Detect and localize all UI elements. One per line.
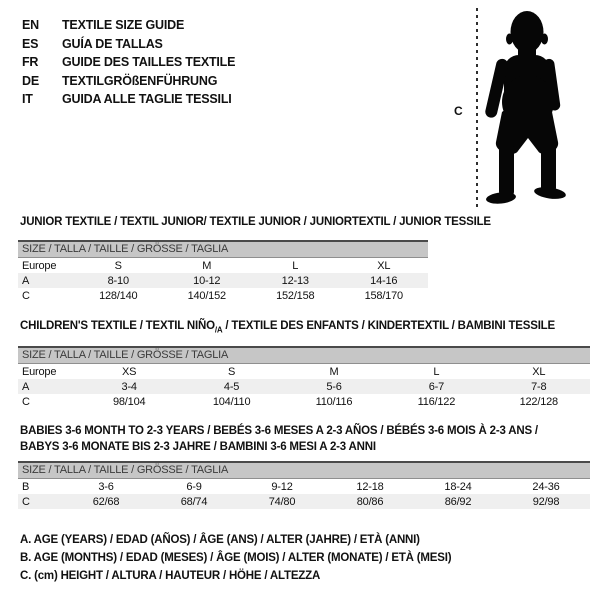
figure-height-label: C — [454, 104, 463, 118]
section-title-babies-line1: BABIES 3-6 MONTH TO 2-3 YEARS / BEBÉS 3-6 MESES A 2-3 AÑOS / BÉBÉS 3-6 MOIS À 2-3 ANS / — [20, 425, 538, 437]
language-title: TEXTILGRÖßENFÜHRUNG — [62, 73, 218, 88]
footnote-list — [20, 531, 451, 585]
size-cell: 158/170 — [364, 289, 403, 302]
row-label: C — [22, 289, 30, 302]
size-cell: 62/68 — [62, 494, 150, 509]
size-cell: 80/86 — [326, 494, 414, 509]
row-label: A — [18, 273, 74, 288]
language-title: GUIDA ALLE TAGLIE TESSILI — [62, 92, 232, 106]
size-cell: 122/128 — [519, 395, 558, 408]
size-cell: L — [292, 259, 299, 272]
size-cell: 104/110 — [212, 395, 251, 408]
table-row — [18, 379, 590, 394]
size-cell: M — [202, 259, 212, 272]
size-cell: 128/140 — [99, 289, 138, 302]
row-label: B — [22, 480, 30, 493]
size-cell: 92/98 — [502, 494, 590, 509]
table-row — [18, 479, 590, 494]
title-subscript: /A — [214, 325, 223, 335]
language-row-it — [22, 90, 235, 109]
size-header-band: SIZE / TALLA / TAILLE / GRÖSSE / TAGLIA — [18, 346, 590, 364]
figure-area — [440, 0, 600, 220]
section-title-babies-line2: BABYS 3-6 MONATE BIS 2-3 JAHRE / BAMBINI 3-6 MESI A 2-3 ANNI — [20, 441, 376, 453]
size-cell: 3-4 — [78, 379, 180, 394]
size-header-band: SIZE / TALLA / TAILLE / GRÖSSE / TAGLIA — [18, 461, 590, 479]
size-cell: 116/122 — [417, 395, 456, 408]
size-cell: S — [114, 259, 122, 272]
size-cell: XL — [377, 259, 391, 272]
language-code: FR — [22, 55, 39, 69]
size-cell: 24-36 — [532, 480, 560, 493]
size-table-children — [18, 364, 590, 409]
size-cell: 12-13 — [251, 273, 340, 288]
row-label: A — [18, 379, 78, 394]
language-row-fr — [22, 53, 235, 72]
size-cell: 68/74 — [150, 494, 238, 509]
size-cell: 110/116 — [315, 395, 353, 408]
language-title: GUIDE DES TAILLES TEXTILE — [62, 55, 236, 69]
language-code: ES — [22, 36, 39, 51]
language-row-en — [22, 16, 235, 35]
language-code: IT — [22, 92, 33, 106]
row-label: C — [22, 395, 30, 408]
language-title: TEXTILE SIZE GUIDE — [62, 18, 185, 32]
height-measure-line — [476, 8, 478, 210]
size-table-babies — [18, 479, 590, 509]
baby-silhouette-icon — [480, 8, 572, 208]
language-row-de — [22, 72, 235, 91]
size-cell: M — [329, 365, 339, 378]
size-cell: 18-24 — [444, 480, 472, 493]
title-part: / TEXTILE DES ENFANTS / KINDERTEXTIL / BAMBINI TESSILE — [222, 320, 555, 332]
size-cell: 5-6 — [283, 379, 385, 394]
size-cell: 152/158 — [276, 289, 315, 302]
table-row — [18, 494, 590, 509]
table-row — [18, 364, 590, 379]
language-title-list — [22, 16, 235, 109]
size-cell: 7-8 — [488, 379, 590, 394]
size-cell: 12-18 — [356, 480, 384, 493]
section-babies — [18, 423, 590, 509]
table-row — [18, 258, 428, 273]
size-cell: 140/152 — [187, 289, 226, 302]
size-cell: 6-9 — [186, 480, 202, 493]
size-cell: 14-16 — [340, 273, 429, 288]
size-cell: L — [433, 365, 440, 378]
language-code: EN — [22, 18, 39, 32]
section-children — [18, 320, 590, 409]
table-row — [18, 288, 428, 303]
language-title: GUÍA DE TALLAS — [62, 36, 163, 51]
size-cell: 4-5 — [180, 379, 282, 394]
row-label: Europe — [22, 259, 57, 272]
row-label: C — [18, 494, 62, 509]
size-cell: 74/80 — [238, 494, 326, 509]
size-cell: 3-6 — [98, 480, 114, 493]
size-header-band: SIZE / TALLA / TAILLE / GRÖSSE / TAGLIA — [18, 240, 428, 258]
language-row-es — [22, 35, 235, 54]
table-row — [18, 273, 428, 288]
section-junior — [18, 216, 491, 303]
footnote-c: C. (cm) HEIGHT / ALTURA / HAUTEUR / HÖHE / ALTEZZA — [20, 570, 321, 582]
section-title-junior: JUNIOR TEXTILE / TEXTIL JUNIOR/ TEXTILE JUNIOR / JUNIORTEXTIL / JUNIOR TESSILE — [20, 216, 491, 228]
size-cell: 9-12 — [271, 480, 293, 493]
title-part: CHILDREN'S TEXTILE / TEXTIL NIÑO — [20, 320, 215, 332]
language-code: DE — [22, 73, 39, 88]
footnote-b: B. AGE (MONTHS) / EDAD (MESES) / ÂGE (MOIS) / ALTER (MONATE) / ETÀ (MESI) — [20, 552, 452, 564]
section-title-children — [20, 320, 590, 334]
row-label: Europe — [22, 365, 57, 378]
size-cell: S — [228, 365, 236, 378]
footnote-a: A. AGE (YEARS) / EDAD (AÑOS) / ÂGE (ANS) / ALTER (JAHRE) / ETÀ (ANNI) — [20, 534, 420, 546]
size-cell: XS — [122, 365, 137, 378]
size-cell: 10-12 — [163, 273, 252, 288]
size-table-junior — [18, 258, 428, 303]
size-cell: 98/104 — [112, 395, 146, 408]
size-cell: XL — [532, 365, 546, 378]
size-cell: 8-10 — [74, 273, 163, 288]
size-cell: 86/92 — [414, 494, 502, 509]
size-cell: 6-7 — [385, 379, 487, 394]
table-row — [18, 394, 590, 409]
